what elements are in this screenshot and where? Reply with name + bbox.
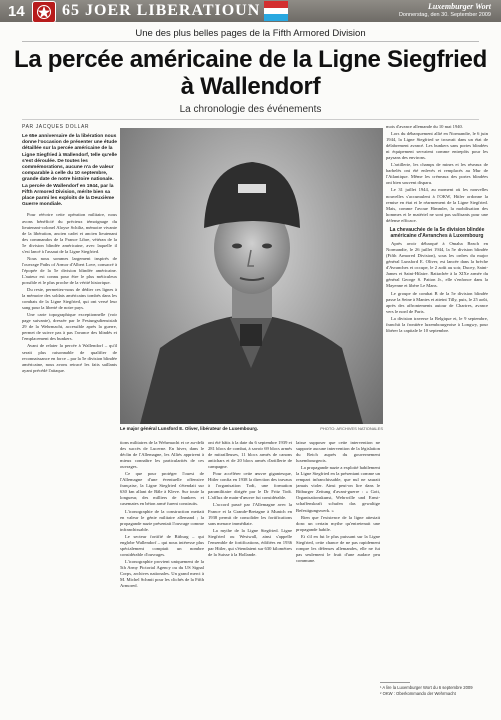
divider	[22, 41, 479, 42]
paragraph: Avant de relater la percée à Wallendorf – qu'il serait plus raisonnable de qualifier de reconnaissance en force – par la 5e division blindée américaine, nous avons retracé les faits saillants ayant précédé l'attaque.	[22, 343, 117, 373]
paragraph: Ce que pour protéger l'ouest de l'Allemagne d'une éventuelle offensive française, la Ligne Siegfried s'étendait sur 630 km allant de Bâle à Kleve. Sur toute la longueur, des milliers de bunkers et casemates en béton armé furent construits.	[120, 471, 204, 507]
kicker: La chronologie des événements	[179, 104, 322, 115]
paragraph: La propagande nazie a exploité habilement la Ligne Siegfried en la présentant comme un rempart infranchissable, que nul ne saurait jamais violer. Ainsi peut-on lire dans le Bitburger Zeitung d'avant-guerre : « Gott, Organisationskunst, Wehrwille und Ernst-schaffenskraft schufen das gewaltige Befestigungswerk. »	[296, 465, 380, 513]
paragraph: laisse supposer que cette intervention ne supporte aucune intervention de la législation du Reich auprès du gouvernement luxembourgeois.	[296, 440, 380, 464]
paragraph: Lors du débarquement allié en Normandie, le 6 juin 1944, la Ligne Siegfried se trouvait dans un état de délabrement avancé. Les bunkers sans portes blindées ni équipement servaient comme entrepôts pour les paysans des environs.	[386, 131, 488, 161]
byline: PAR JACQUES DOLLAR	[22, 124, 90, 130]
article-column-1	[22, 124, 117, 704]
paragraph: La mythe de la Ligne Siegfried. Ligne Siegfried ou Westwall, ainsi s'appelle l'ensemble de fortifications, édifiées en 1936 par Hitler, qui s'étendaient sur 630 kilomètres de la Suisse à la Hollande.	[208, 527, 292, 557]
article-column-4	[208, 440, 292, 710]
paragraph: Le groupe de combat B de la 5e division blindée passe la Seine à Mantes et atteint Tilly, puis, le 25 août, après des affrontements autour de Chartres, avance vers le nord de Paris.	[386, 290, 488, 314]
article-column-5	[296, 440, 380, 710]
newspaper-name: Luxemburger Wort	[427, 2, 491, 11]
paragraph: Une carte topographique exceptionnelle (voir page suivante), dressée par le Festungsdienststab 29 de la Wehrmacht, accessible après la guerre, permet de suivre pas à pas l'avance des blindés et l'emplacement des bunkers.	[22, 312, 117, 342]
page-number: 14	[8, 3, 25, 20]
headline	[0, 46, 501, 100]
paragraph: Du reste, permettez-nous de dédier ces lignes à la mémoire des soldats américains tombés dans les combats de la Ligne Siegfried, qui ont versé leur sang pour la liberté de notre pays.	[22, 287, 117, 311]
luxembourg-flag-icon	[264, 1, 288, 21]
paragraph: La division traverse la Belgique et, le 9 septembre, franchit la frontière luxembourgeoise à Longwy, pour libérer la capitale le 10 septembre.	[386, 315, 488, 333]
footnotes	[380, 682, 488, 697]
paragraph: Et s'il en fut le plus puissant sur la Ligne Siegfried, cette chance de ne pas rapidement rompre les défenses allemandes, elle ne fut pas seulement le fruit d'une audace peu commune.	[296, 533, 380, 563]
photo-caption-bar	[120, 426, 383, 436]
paragraph: mois d'avance allemande du 10 mai 1940.	[386, 124, 463, 129]
paragraph: Pour accélérer cette œuvre gigantesque, Hitler confia en 1938 la direction des travaux à l'organisation Todt, une formation paramilitaire dirigée par le Dr Fritz Todt. L'afflux de main-d'œuvre fut considérable.	[208, 471, 292, 501]
headline-line-1: La percée américaine de la Ligne Siegfried	[14, 46, 487, 73]
general-portrait-illustration	[120, 128, 383, 424]
photo-caption: Le major général Lunsford E. Oliver, libérateur de Luxembourg.	[120, 426, 259, 431]
paragraph: L'accord passé par l'Allemagne avec la France et la Grande-Bretagne à Munich en 1938 permit de consolider les fortifications sans menace immédiate.	[208, 502, 292, 526]
paragraph: Rien que l'existence de la ligne attestait donc un certain mythe qu'entretenait une propagande habile.	[296, 514, 380, 532]
paragraph: Le secteur fortifié de Bitburg – qui englobe Wallendorf – qui nous intéresse plus spécialement comptait un nombre considérable d'ouvrages.	[120, 533, 204, 557]
divider	[22, 119, 479, 120]
footnote: ¹ A lire la Luxemburger Wort du 6 septembre 2009	[380, 685, 473, 690]
issue-date: Donnerstag, den 30. September 2009	[398, 12, 491, 18]
paragraph: L'artillerie, les champs de mines et les réseaux de barbelés ont été enlevés et remplacés au Mur de l'Atlantique. Même les créneaux des portes blindées ont bien souvent disparu.	[386, 162, 488, 186]
photo-credit: PHOTO: ARCHIVES NATIONALES	[320, 426, 383, 431]
footnote-text: A lire la Luxemburger Wort du 6 septembre 2009	[382, 685, 473, 690]
article-column-3	[120, 440, 204, 710]
section-heading: La chevauchée de la 5e division blindée américaine d'Avranches à Luxembourg	[389, 226, 485, 239]
paragraph: Pour réécrire cette opération militaire, nous avons bénéficié du précieux témoignage du lieutenant-colonel Aloyse Schiltz, mémoire vivante de la libération, ancien cadet et ancien lieutenant des commandos de la France Libre, vétéran de la 5e division blindée américaine, avec laquelle il s'est lancé à l'assaut de la Ligne Siegfried.	[22, 212, 117, 254]
footnote: ² OKW : Oberkommando der Wehrmacht	[380, 691, 456, 696]
footnote-divider	[380, 682, 410, 683]
series-title: 65 JOER LIBERATIOUN	[62, 2, 261, 19]
footnote-text: OKW : Oberkommando der Wehrmacht	[382, 691, 456, 696]
liberation-badge-icon	[32, 1, 56, 23]
subheadline: Une des plus belles pages de la Fifth Armored Division	[135, 28, 366, 39]
portrait-photo	[120, 128, 383, 424]
paragraph: Le 31 juillet 1944, au moment où les nouvelles nouvelles s'accumulent à l'OKW, Hitler ordonne la remise en état et le réarmement de la Ligne Siegfried. Mais, comme l'avoue Himmler, la mobilisation des hommes et le matériel ne sont pas suffisants pour une défense efficace.	[386, 187, 488, 223]
paragraph: L'iconographie provient uniquement de la 5th Army Pictorial Agency ou du US Signal Corps, archives nationales. Un grand merci à M. Michel Schmit pour les clichés de la Fifth Armored.	[120, 558, 204, 589]
paragraph: Nous nous sommes largement inspirés de l'ouvrage Paths of Armor d'Albert Love, consacré à l'épopée de la 5e division blindée américaine. L'auteur est connu pour être le plus méticuleux possible et le plus proche de la vérité historique.	[22, 255, 117, 285]
article-intro: Le 65e anniversaire de la libération nous donne l'occasion de présenter une étude détaillée sur la percée américaine de la Ligne Siegfried à Wallendorf, telle qu'elle s'est déroulée. De toutes les commémorations, aucune n'a de valeur comparable à celle du 10 septembre, grande date de notre histoire nationale. La percée de Wallendorf en 1944, par la Fifth Armored Division, mérite bien sa place parmi les exploits de la Deuxième Guerre mondiale.	[22, 134, 117, 208]
paragraph: L'iconographie de la construction mettait en valeur le génie militaire allemand ; la propagande nazie présentait l'ouvrage comme infranchissable.	[120, 508, 204, 532]
paragraph: ont été bâtis à la date du 6 septembre 1939 et 281 blocs de combat, à savoir 69 blocs armés de mitrailleuses, 11 blocs armés de canons antichars et de 20 blocs armés d'artillerie de campagne.	[208, 440, 292, 470]
paragraph: Après avoir débarqué à Omaha Beach en Normandie, le 26 juillet 1944, la 5e division blindée (Fifth Armored Division), sous les ordres du major général Lunsford E. Oliver, est lancée dans la brèche d'Avranches et occupe, le 2 août au soir, Ducey, Saint-James et Saint-Hilaire. Rattachée à la XIXe armée du général George S. Patton Jr., elle s'enfonce dans la Mayenne et libère Le Mans.	[386, 241, 488, 289]
article-column-6	[386, 124, 488, 680]
headline-line-2: à Wallendorf	[180, 73, 321, 100]
paragraph: tions militaires de la Wehrmacht et ce au-delà des succès de Lucerne. En hiver, dans le déclin de l'Allemagne, les Alliés apprirent à mieux connaître les particularités de ces ouvrages.	[120, 440, 204, 470]
